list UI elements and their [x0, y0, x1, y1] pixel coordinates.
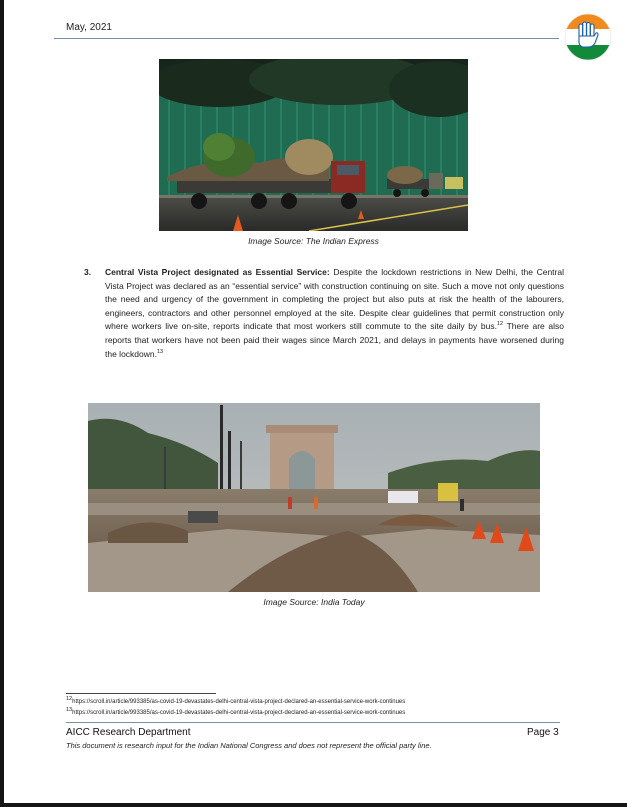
- item-paragraph: [105, 266, 564, 361]
- footer-department: AICC Research Department: [66, 727, 191, 738]
- footnote-ref-13: 13: [156, 348, 164, 355]
- footnote-link[interactable]: https://scroll.in/article/993385/as-covid-19-devastates-delhi-central-vista-project-declared-an-essential-service-work-continues: [72, 699, 406, 705]
- item-text-part-2: There are also reports that workers have not been paid their wages since March 2021, and delays in payments have worsened during the lockdown.: [105, 321, 564, 359]
- scan-edge-left: [0, 0, 4, 807]
- item-number: 3.: [84, 267, 92, 277]
- footnote-13[interactable]: [66, 707, 406, 716]
- header-rule: [54, 38, 559, 39]
- page-number: Page 3: [527, 727, 559, 738]
- footer-disclaimer: This document is research input for the Indian National Congress and does not represent the official party line.: [66, 741, 432, 750]
- photo-caption: Image Source: India Today: [263, 597, 365, 607]
- footnote-link[interactable]: https://scroll.in/article/993385/as-covid-19-devastates-delhi-central-vista-project-declared-an-essential-service-work-continues: [72, 710, 406, 716]
- footnote-ref-12: 12: [496, 321, 504, 328]
- footnote-rule: [66, 693, 216, 694]
- footnote-number: 12: [66, 696, 73, 702]
- footer-rule: [66, 722, 560, 723]
- india-gate-construction-photo: [88, 403, 540, 592]
- footnote-12[interactable]: [66, 696, 406, 705]
- trees-transport-photo: [159, 59, 468, 231]
- scan-edge-bottom: [0, 803, 627, 807]
- footnote-number: 13: [66, 707, 73, 713]
- congress-hand-logo-icon: [563, 12, 613, 62]
- photo-caption: Image Source: The Indian Express: [248, 236, 379, 246]
- header-date: May, 2021: [66, 22, 112, 33]
- item-text-part-1: Despite the lockdown restrictions in New Delhi, the Central Vista Project was declared as an “essential service” with construction continuing on site. Such a move not only questions the need and urgency of the government in completing the project but also puts at risk the health of the labourers, engineers, contractors and other personnel employed at the site. Despite clear guidelines that permit construction only where workers live on-site, reports indicate that most workers still commute to the site daily by bus.: [105, 267, 564, 332]
- list-item-central-vista: [84, 266, 564, 361]
- item-heading: Central Vista Project designated as Essential Service:: [105, 267, 330, 277]
